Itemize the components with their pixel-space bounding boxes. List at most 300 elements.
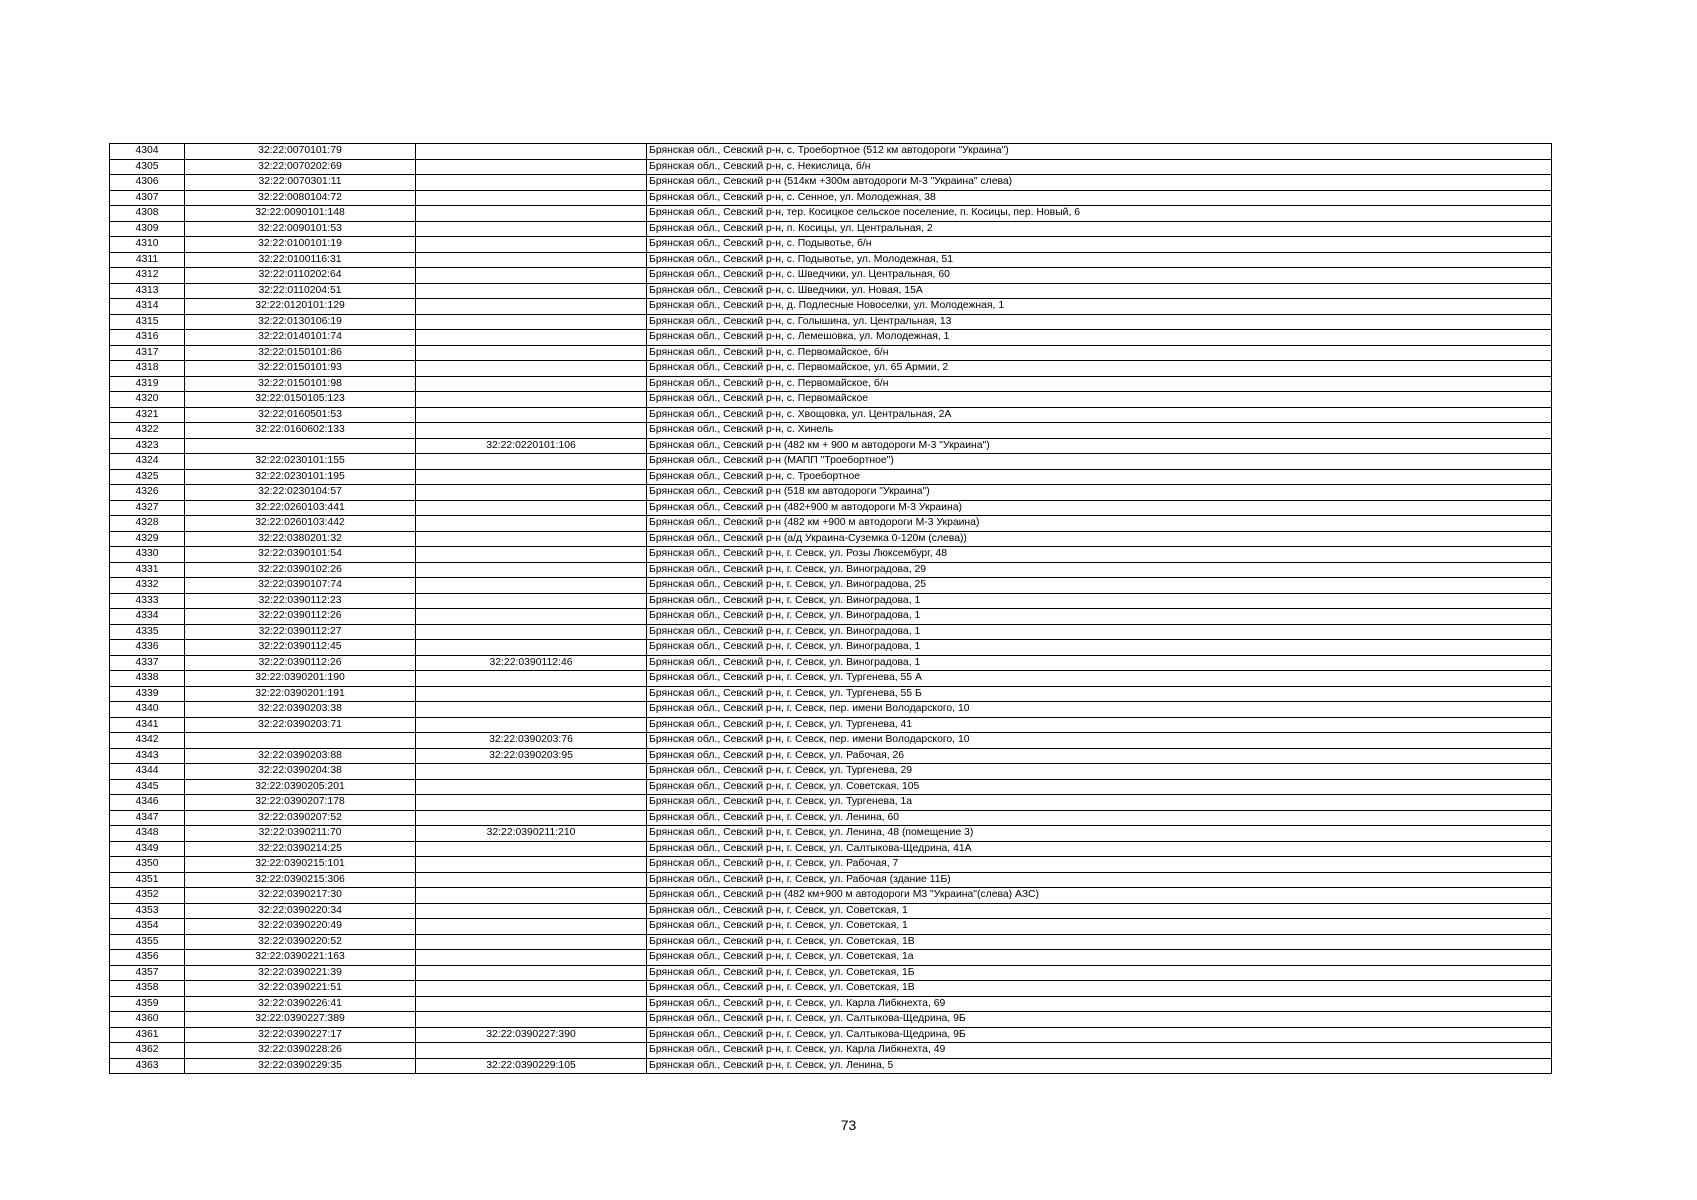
cadastral-number-cell: 32:22:0070101:79 (185, 144, 416, 160)
table-row (110, 934, 1552, 950)
row-number-cell: 4320 (110, 392, 185, 408)
row-number-cell: 4328 (110, 516, 185, 532)
address-cell: Брянская обл., Севский р-н, г. Севск, ул. Тургенева, 41 (647, 717, 1552, 733)
cadastral-number-cell: 32:22:0390220:49 (185, 919, 416, 935)
table-row (110, 981, 1552, 997)
row-number-cell: 4349 (110, 841, 185, 857)
address-cell: Брянская обл., Севский р-н, г. Севск, ул. Салтыкова-Щедрина, 9Б (647, 1012, 1552, 1028)
related-cadastral-number-cell (416, 392, 647, 408)
related-cadastral-number-cell (416, 330, 647, 346)
related-cadastral-number-cell: 32:22:0390227:390 (416, 1027, 647, 1043)
address-cell: Брянская обл., Севский р-н, г. Севск, ул. Советская, 1а (647, 950, 1552, 966)
address-cell: Брянская обл., Севский р-н, г. Севск, ул. Тургенева, 55 Б (647, 686, 1552, 702)
related-cadastral-number-cell: 32:22:0390229:105 (416, 1058, 647, 1074)
related-cadastral-number-cell: 32:22:0390211:210 (416, 826, 647, 842)
cadastral-number-cell: 32:22:0100101:19 (185, 237, 416, 253)
table-row (110, 392, 1552, 408)
related-cadastral-number-cell (416, 268, 647, 284)
related-cadastral-number-cell (416, 578, 647, 594)
table-row (110, 903, 1552, 919)
row-number-cell: 4325 (110, 469, 185, 485)
address-cell: Брянская обл., Севский р-н, с. Голышина, ул. Центральная, 13 (647, 314, 1552, 330)
row-number-cell: 4311 (110, 252, 185, 268)
related-cadastral-number-cell: 32:22:0220101:106 (416, 438, 647, 454)
table-row (110, 268, 1552, 284)
address-cell: Брянская обл., Севский р-н, г. Севск, ул. Виноградова, 1 (647, 593, 1552, 609)
cadastral-number-cell: 32:22:0390107:74 (185, 578, 416, 594)
related-cadastral-number-cell (416, 500, 647, 516)
table-row (110, 888, 1552, 904)
related-cadastral-number-cell (416, 903, 647, 919)
related-cadastral-number-cell (416, 965, 647, 981)
cadastral-number-cell: 32:22:0390220:34 (185, 903, 416, 919)
row-number-cell: 4329 (110, 531, 185, 547)
related-cadastral-number-cell (416, 175, 647, 191)
table-row (110, 562, 1552, 578)
cadastral-number-cell: 32:22:0150101:98 (185, 376, 416, 392)
table-row (110, 872, 1552, 888)
related-cadastral-number-cell (416, 640, 647, 656)
cadastral-number-cell: 32:22:0390203:71 (185, 717, 416, 733)
row-number-cell: 4326 (110, 485, 185, 501)
related-cadastral-number-cell (416, 872, 647, 888)
cadastral-number-cell: 32:22:0390201:191 (185, 686, 416, 702)
related-cadastral-number-cell: 32:22:0390203:76 (416, 733, 647, 749)
row-number-cell: 4344 (110, 764, 185, 780)
cadastral-number-cell: 32:22:0080104:72 (185, 190, 416, 206)
related-cadastral-number-cell (416, 702, 647, 718)
address-cell: Брянская обл., Севский р-н (518 км автодороги "Украина") (647, 485, 1552, 501)
cadastral-number-cell: 32:22:0150101:93 (185, 361, 416, 377)
cadastral-number-cell: 32:22:0390211:70 (185, 826, 416, 842)
table-row (110, 593, 1552, 609)
related-cadastral-number-cell (416, 779, 647, 795)
related-cadastral-number-cell (416, 454, 647, 470)
cadastral-number-cell: 32:22:0390214:25 (185, 841, 416, 857)
related-cadastral-number-cell (416, 981, 647, 997)
address-cell: Брянская обл., Севский р-н (482 км +900 м автодороги М-3 Украина) (647, 516, 1552, 532)
row-number-cell: 4357 (110, 965, 185, 981)
address-cell: Брянская обл., Севский р-н, с. Первомайское, б/н (647, 376, 1552, 392)
address-cell: Брянская обл., Севский р-н, г. Севск, ул. Советская, 105 (647, 779, 1552, 795)
cadastral-number-cell: 32:22:0100116:31 (185, 252, 416, 268)
table-row (110, 454, 1552, 470)
address-cell: Брянская обл., Севский р-н, с. Шведчики, ул. Центральная, 60 (647, 268, 1552, 284)
address-cell: Брянская обл., Севский р-н, с. Первомайское, б/н (647, 345, 1552, 361)
table-row (110, 965, 1552, 981)
related-cadastral-number-cell (416, 516, 647, 532)
address-cell: Брянская обл., Севский р-н (МАПП "Троебортное") (647, 454, 1552, 470)
row-number-cell: 4308 (110, 206, 185, 222)
row-number-cell: 4340 (110, 702, 185, 718)
cadastral-number-cell: 32:22:0230101:155 (185, 454, 416, 470)
cadastral-number-cell: 32:22:0150105:123 (185, 392, 416, 408)
address-cell: Брянская обл., Севский р-н, г. Севск, ул. Ленина, 48 (помещение 3) (647, 826, 1552, 842)
address-cell: Брянская обл., Севский р-н, с. Подывотье, ул. Молодежная, 51 (647, 252, 1552, 268)
cadastral-number-cell: 32:22:0130106:19 (185, 314, 416, 330)
row-number-cell: 4354 (110, 919, 185, 935)
related-cadastral-number-cell (416, 361, 647, 377)
address-cell: Брянская обл., Севский р-н, с. Хвощовка, ул. Центральная, 2А (647, 407, 1552, 423)
row-number-cell: 4362 (110, 1043, 185, 1059)
address-cell: Брянская обл., Севский р-н, г. Севск, ул. Тургенева, 1а (647, 795, 1552, 811)
address-cell: Брянская обл., Севский р-н, г. Севск, ул. Советская, 1 (647, 919, 1552, 935)
row-number-cell: 4331 (110, 562, 185, 578)
address-cell: Брянская обл., Севский р-н, г. Севск, ул. Тургенева, 55 А (647, 671, 1552, 687)
table-row (110, 531, 1552, 547)
row-number-cell: 4310 (110, 237, 185, 253)
table-row (110, 671, 1552, 687)
related-cadastral-number-cell (416, 593, 647, 609)
cadastral-number-cell: 32:22:0390220:52 (185, 934, 416, 950)
cadastral-number-cell: 32:22:0390112:45 (185, 640, 416, 656)
table-row (110, 1012, 1552, 1028)
related-cadastral-number-cell (416, 423, 647, 439)
related-cadastral-number-cell (416, 252, 647, 268)
row-number-cell: 4343 (110, 748, 185, 764)
related-cadastral-number-cell (416, 345, 647, 361)
row-number-cell: 4334 (110, 609, 185, 625)
related-cadastral-number-cell (416, 190, 647, 206)
cadastral-number-cell: 32:22:0120101:129 (185, 299, 416, 315)
table-row (110, 423, 1552, 439)
table-row (110, 252, 1552, 268)
row-number-cell: 4358 (110, 981, 185, 997)
cadastral-number-cell: 32:22:0390226:41 (185, 996, 416, 1012)
property-registry-table (109, 143, 1552, 1074)
table-row (110, 841, 1552, 857)
table-row (110, 702, 1552, 718)
related-cadastral-number-cell (416, 624, 647, 640)
address-cell: Брянская обл., Севский р-н, с. Шведчики, ул. Новая, 15А (647, 283, 1552, 299)
cadastral-number-cell: 32:22:0150101:86 (185, 345, 416, 361)
address-cell: Брянская обл., Севский р-н, г. Севск, ул. Тургенева, 29 (647, 764, 1552, 780)
table-row (110, 810, 1552, 826)
table-row (110, 407, 1552, 423)
table-row (110, 314, 1552, 330)
address-cell: Брянская обл., Севский р-н, г. Севск, ул. Рабочая (здание 11Б) (647, 872, 1552, 888)
table-row (110, 1043, 1552, 1059)
related-cadastral-number-cell (416, 934, 647, 950)
related-cadastral-number-cell (416, 1043, 647, 1059)
row-number-cell: 4346 (110, 795, 185, 811)
table-row (110, 578, 1552, 594)
cadastral-number-cell: 32:22:0390215:306 (185, 872, 416, 888)
cadastral-number-cell: 32:22:0390112:27 (185, 624, 416, 640)
cadastral-number-cell: 32:22:0390229:35 (185, 1058, 416, 1074)
related-cadastral-number-cell (416, 795, 647, 811)
row-number-cell: 4324 (110, 454, 185, 470)
table-row (110, 640, 1552, 656)
cadastral-number-cell: 32:22:0390221:39 (185, 965, 416, 981)
address-cell: Брянская обл., Севский р-н, г. Севск, ул. Салтыкова-Щедрина, 41А (647, 841, 1552, 857)
row-number-cell: 4359 (110, 996, 185, 1012)
address-cell: Брянская обл., Севский р-н, с. Троебортное (647, 469, 1552, 485)
table-row (110, 624, 1552, 640)
row-number-cell: 4356 (110, 950, 185, 966)
related-cadastral-number-cell (416, 717, 647, 733)
address-cell: Брянская обл., Севский р-н, г. Севск, ул. Виноградова, 25 (647, 578, 1552, 594)
related-cadastral-number-cell: 32:22:0390112:46 (416, 655, 647, 671)
cadastral-number-cell: 32:22:0390203:88 (185, 748, 416, 764)
row-number-cell: 4342 (110, 733, 185, 749)
table-row (110, 609, 1552, 625)
row-number-cell: 4339 (110, 686, 185, 702)
related-cadastral-number-cell (416, 996, 647, 1012)
table-row (110, 764, 1552, 780)
table-row (110, 221, 1552, 237)
cadastral-number-cell: 32:22:0160602:133 (185, 423, 416, 439)
table-row (110, 469, 1552, 485)
table-row (110, 330, 1552, 346)
related-cadastral-number-cell (416, 810, 647, 826)
cadastral-number-cell: 32:22:0390112:26 (185, 609, 416, 625)
row-number-cell: 4312 (110, 268, 185, 284)
table-row (110, 190, 1552, 206)
address-cell: Брянская обл., Севский р-н, с. Первомайское, ул. 65 Армии, 2 (647, 361, 1552, 377)
row-number-cell: 4336 (110, 640, 185, 656)
related-cadastral-number-cell (416, 314, 647, 330)
row-number-cell: 4330 (110, 547, 185, 563)
row-number-cell: 4335 (110, 624, 185, 640)
row-number-cell: 4304 (110, 144, 185, 160)
cadastral-number-cell: 32:22:0390221:163 (185, 950, 416, 966)
cadastral-number-cell: 32:22:0070301:11 (185, 175, 416, 191)
address-cell: Брянская обл., Севский р-н, с. Троебортное (512 км автодороги "Украина") (647, 144, 1552, 160)
table-row (110, 237, 1552, 253)
cadastral-number-cell: 32:22:0390228:26 (185, 1043, 416, 1059)
related-cadastral-number-cell (416, 671, 647, 687)
table-row (110, 826, 1552, 842)
row-number-cell: 4327 (110, 500, 185, 516)
row-number-cell: 4352 (110, 888, 185, 904)
related-cadastral-number-cell (416, 206, 647, 222)
related-cadastral-number-cell (416, 469, 647, 485)
address-cell: Брянская обл., Севский р-н, г. Севск, ул. Рабочая, 7 (647, 857, 1552, 873)
address-cell: Брянская обл., Севский р-н, г. Севск, ул. Виноградова, 1 (647, 609, 1552, 625)
row-number-cell: 4315 (110, 314, 185, 330)
related-cadastral-number-cell (416, 159, 647, 175)
related-cadastral-number-cell (416, 609, 647, 625)
row-number-cell: 4333 (110, 593, 185, 609)
related-cadastral-number-cell (416, 283, 647, 299)
cadastral-number-cell: 32:22:0390221:51 (185, 981, 416, 997)
row-number-cell: 4363 (110, 1058, 185, 1074)
cadastral-number-cell: 32:22:0390101:54 (185, 547, 416, 563)
table-row (110, 996, 1552, 1012)
related-cadastral-number-cell (416, 686, 647, 702)
address-cell: Брянская обл., Севский р-н, с. Хинель (647, 423, 1552, 439)
row-number-cell: 4314 (110, 299, 185, 315)
address-cell: Брянская обл., Севский р-н, тер. Косицкое сельское поселение, п. Косицы, пер. Новый, 6 (647, 206, 1552, 222)
cadastral-number-cell: 32:22:0390112:23 (185, 593, 416, 609)
address-cell: Брянская обл., Севский р-н, с. Лемешовка, ул. Молодежная, 1 (647, 330, 1552, 346)
address-cell: Брянская обл., Севский р-н, с. Подывотье, б/н (647, 237, 1552, 253)
table-row (110, 717, 1552, 733)
related-cadastral-number-cell (416, 919, 647, 935)
address-cell: Брянская обл., Севский р-н (482 км+900 м автодороги М3 "Украина"(слева) АЗС) (647, 888, 1552, 904)
table-row (110, 733, 1552, 749)
table-row (110, 485, 1552, 501)
address-cell: Брянская обл., Севский р-н (482+900 м автодороги М-3 Украина) (647, 500, 1552, 516)
row-number-cell: 4322 (110, 423, 185, 439)
table-row (110, 299, 1552, 315)
address-cell: Брянская обл., Севский р-н, г. Севск, пер. имени Володарского, 10 (647, 733, 1552, 749)
related-cadastral-number-cell (416, 562, 647, 578)
related-cadastral-number-cell (416, 237, 647, 253)
related-cadastral-number-cell (416, 764, 647, 780)
table-row (110, 345, 1552, 361)
address-cell: Брянская обл., Севский р-н, г. Севск, ул. Советская, 1В (647, 934, 1552, 950)
cadastral-number-cell: 32:22:0260103:442 (185, 516, 416, 532)
row-number-cell: 4341 (110, 717, 185, 733)
cadastral-number-cell: 32:22:0390207:178 (185, 795, 416, 811)
address-cell: Брянская обл., Севский р-н (482 км + 900 м автодороги М-3 "Украина") (647, 438, 1552, 454)
row-number-cell: 4307 (110, 190, 185, 206)
row-number-cell: 4355 (110, 934, 185, 950)
row-number-cell: 4316 (110, 330, 185, 346)
address-cell: Брянская обл., Севский р-н, д. Подлесные Новоселки, ул. Молодежная, 1 (647, 299, 1552, 315)
cadastral-number-cell: 32:22:0390227:389 (185, 1012, 416, 1028)
table-row (110, 438, 1552, 454)
related-cadastral-number-cell: 32:22:0390203:95 (416, 748, 647, 764)
related-cadastral-number-cell (416, 857, 647, 873)
row-number-cell: 4309 (110, 221, 185, 237)
table-row (110, 144, 1552, 160)
related-cadastral-number-cell (416, 950, 647, 966)
cadastral-number-cell: 32:22:0230104:57 (185, 485, 416, 501)
row-number-cell: 4321 (110, 407, 185, 423)
registry-table-body (110, 144, 1552, 1074)
row-number-cell: 4332 (110, 578, 185, 594)
address-cell: Брянская обл., Севский р-н, г. Севск, ул. Советская, 1В (647, 981, 1552, 997)
row-number-cell: 4351 (110, 872, 185, 888)
address-cell: Брянская обл., Севский р-н, г. Севск, ул. Рабочая, 26 (647, 748, 1552, 764)
cadastral-number-cell: 32:22:0390201:190 (185, 671, 416, 687)
cadastral-number-cell: 32:22:0390205:201 (185, 779, 416, 795)
cadastral-number-cell: 32:22:0140101:74 (185, 330, 416, 346)
row-number-cell: 4338 (110, 671, 185, 687)
table-row (110, 748, 1552, 764)
address-cell: Брянская обл., Севский р-н, г. Севск, ул. Салтыкова-Щедрина, 9Б (647, 1027, 1552, 1043)
table-row (110, 686, 1552, 702)
table-row (110, 175, 1552, 191)
cadastral-number-cell: 32:22:0390217:30 (185, 888, 416, 904)
table-row (110, 206, 1552, 222)
address-cell: Брянская обл., Севский р-н, г. Севск, ул. Виноградова, 1 (647, 655, 1552, 671)
cadastral-number-cell: 32:22:0110202:64 (185, 268, 416, 284)
address-cell: Брянская обл., Севский р-н (а/д Украина-Суземка 0-120м (слева)) (647, 531, 1552, 547)
related-cadastral-number-cell (416, 407, 647, 423)
cadastral-number-cell: 32:22:0160501:53 (185, 407, 416, 423)
row-number-cell: 4348 (110, 826, 185, 842)
table-row (110, 1058, 1552, 1074)
row-number-cell: 4360 (110, 1012, 185, 1028)
cadastral-number-cell: 32:22:0390112:26 (185, 655, 416, 671)
table-row (110, 950, 1552, 966)
cadastral-number-cell: 32:22:0390207:52 (185, 810, 416, 826)
address-cell: Брянская обл., Севский р-н, г. Севск, ул. Карла Либкнехта, 69 (647, 996, 1552, 1012)
page-number: 73 (840, 1117, 857, 1133)
table-row (110, 795, 1552, 811)
cadastral-number-cell: 32:22:0230101:195 (185, 469, 416, 485)
related-cadastral-number-cell (416, 221, 647, 237)
address-cell: Брянская обл., Севский р-н, с. Первомайское (647, 392, 1552, 408)
row-number-cell: 4319 (110, 376, 185, 392)
cadastral-number-cell: 32:22:0260103:441 (185, 500, 416, 516)
address-cell: Брянская обл., Севский р-н, г. Севск, ул. Советская, 1Б (647, 965, 1552, 981)
table-row (110, 779, 1552, 795)
address-cell: Брянская обл., Севский р-н (514км +300м автодороги М-3 "Украина" слева) (647, 175, 1552, 191)
address-cell: Брянская обл., Севский р-н, г. Севск, ул. Карла Либкнехта, 49 (647, 1043, 1552, 1059)
address-cell: Брянская обл., Севский р-н, г. Севск, ул. Ленина, 60 (647, 810, 1552, 826)
address-cell: Брянская обл., Севский р-н, г. Севск, ул. Советская, 1 (647, 903, 1552, 919)
table-row (110, 857, 1552, 873)
address-cell: Брянская обл., Севский р-н, г. Севск, ул. Ленина, 5 (647, 1058, 1552, 1074)
address-cell: Брянская обл., Севский р-н, п. Косицы, ул. Центральная, 2 (647, 221, 1552, 237)
cadastral-number-cell (185, 438, 416, 454)
cadastral-number-cell: 32:22:0110204:51 (185, 283, 416, 299)
address-cell: Брянская обл., Севский р-н, г. Севск, ул. Виноградова, 1 (647, 624, 1552, 640)
related-cadastral-number-cell (416, 547, 647, 563)
cadastral-number-cell: 32:22:0390215:101 (185, 857, 416, 873)
address-cell: Брянская обл., Севский р-н, г. Севск, пер. имени Володарского, 10 (647, 702, 1552, 718)
table-row (110, 159, 1552, 175)
table-row (110, 516, 1552, 532)
related-cadastral-number-cell (416, 485, 647, 501)
related-cadastral-number-cell (416, 841, 647, 857)
address-cell: Брянская обл., Севский р-н, с. Сенное, ул. Молодежная, 38 (647, 190, 1552, 206)
row-number-cell: 4305 (110, 159, 185, 175)
row-number-cell: 4353 (110, 903, 185, 919)
cadastral-number-cell: 32:22:0390203:38 (185, 702, 416, 718)
related-cadastral-number-cell (416, 1012, 647, 1028)
row-number-cell: 4318 (110, 361, 185, 377)
row-number-cell: 4313 (110, 283, 185, 299)
row-number-cell: 4350 (110, 857, 185, 873)
table-row (110, 919, 1552, 935)
address-cell: Брянская обл., Севский р-н, г. Севск, ул. Розы Люксембург, 48 (647, 547, 1552, 563)
related-cadastral-number-cell (416, 888, 647, 904)
row-number-cell: 4337 (110, 655, 185, 671)
cadastral-number-cell: 32:22:0070202:69 (185, 159, 416, 175)
row-number-cell: 4323 (110, 438, 185, 454)
related-cadastral-number-cell (416, 299, 647, 315)
cadastral-number-cell: 32:22:0390204:38 (185, 764, 416, 780)
table-row (110, 283, 1552, 299)
table-row (110, 655, 1552, 671)
cadastral-number-cell: 32:22:0390227:17 (185, 1027, 416, 1043)
cadastral-number-cell: 32:22:0380201:32 (185, 531, 416, 547)
row-number-cell: 4361 (110, 1027, 185, 1043)
address-cell: Брянская обл., Севский р-н, г. Севск, ул. Виноградова, 29 (647, 562, 1552, 578)
table-row (110, 1027, 1552, 1043)
table-row (110, 361, 1552, 377)
table-row (110, 376, 1552, 392)
address-cell: Брянская обл., Севский р-н, г. Севск, ул. Виноградова, 1 (647, 640, 1552, 656)
table-row (110, 547, 1552, 563)
cadastral-number-cell: 32:22:0390102:26 (185, 562, 416, 578)
related-cadastral-number-cell (416, 144, 647, 160)
row-number-cell: 4317 (110, 345, 185, 361)
related-cadastral-number-cell (416, 376, 647, 392)
table-row (110, 500, 1552, 516)
row-number-cell: 4306 (110, 175, 185, 191)
related-cadastral-number-cell (416, 531, 647, 547)
cadastral-number-cell: 32:22:0090101:53 (185, 221, 416, 237)
row-number-cell: 4345 (110, 779, 185, 795)
cadastral-number-cell: 32:22:0090101:148 (185, 206, 416, 222)
